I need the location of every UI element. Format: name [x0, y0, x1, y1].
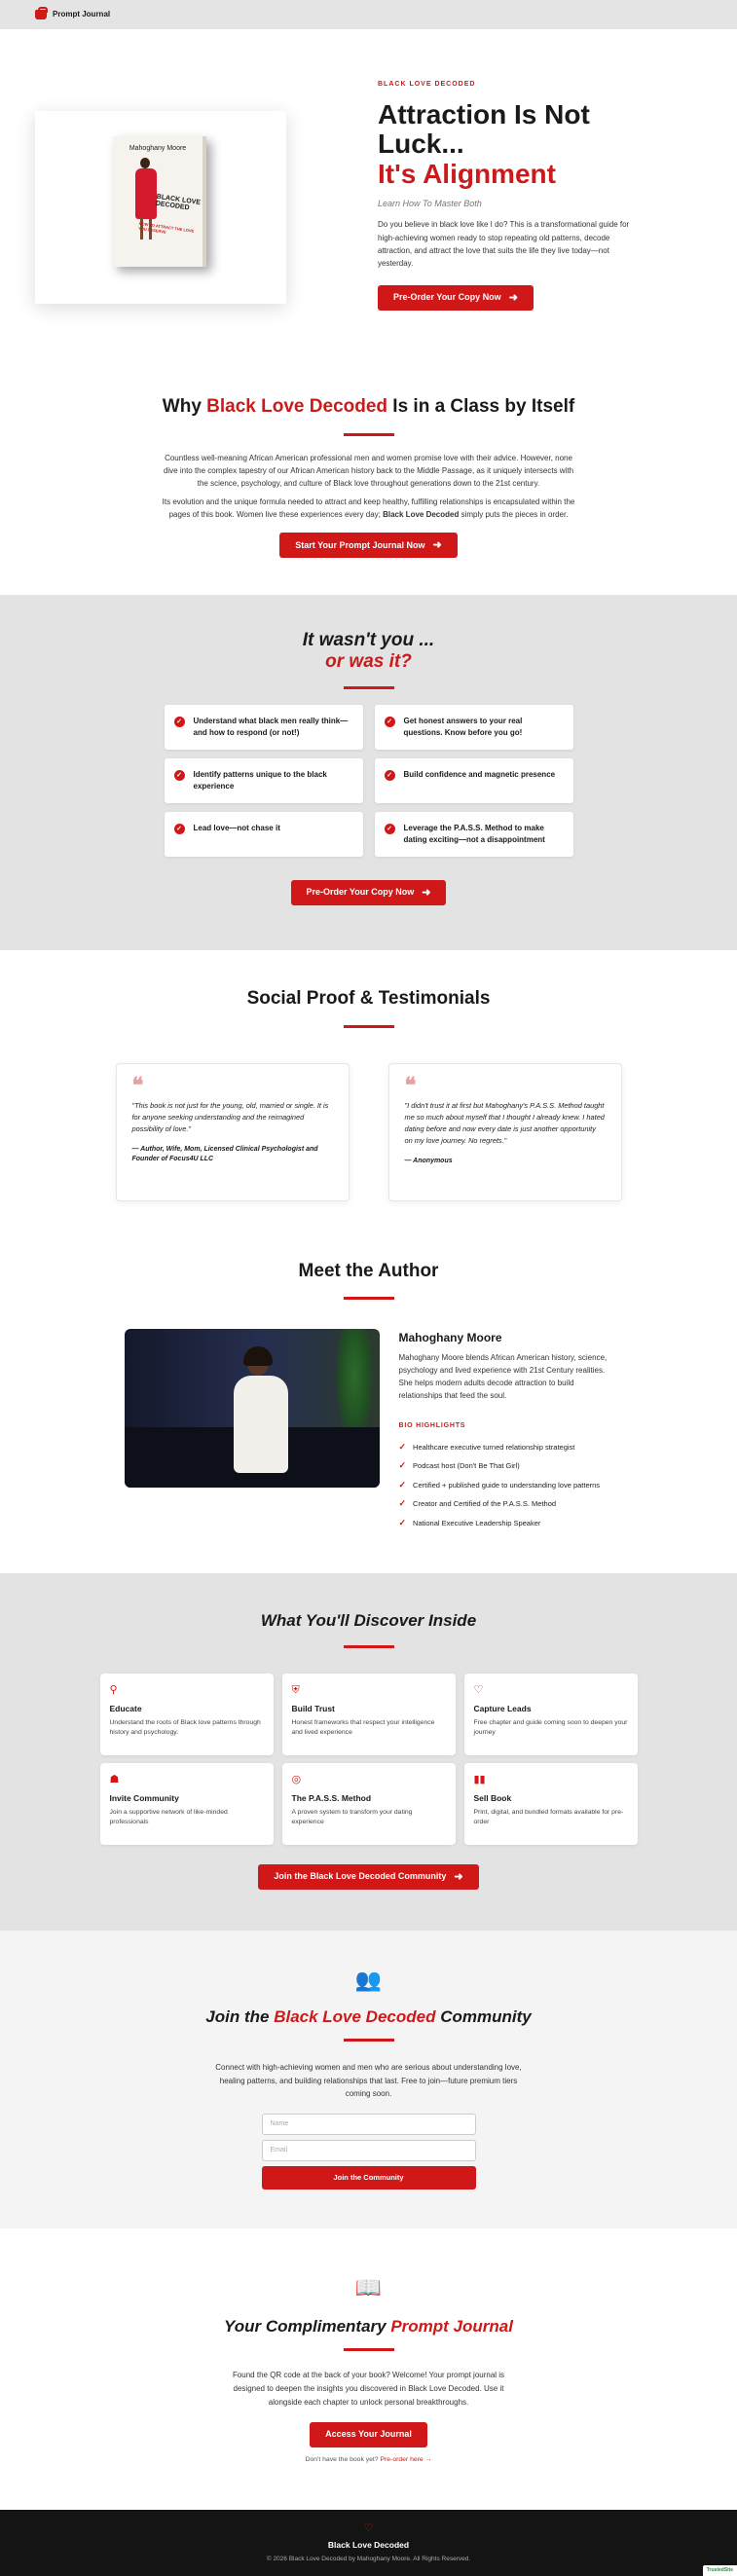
author-title: Meet the Author	[298, 1260, 439, 1281]
testimonial-card	[116, 1063, 350, 1201]
hero-subtitle: Learn How To Master Both	[378, 198, 482, 208]
hero-section	[0, 29, 737, 339]
bag-logo-icon[interactable]	[35, 10, 47, 19]
list-item: ✓ Podcast host (Don't Be That Girl)	[399, 1456, 613, 1476]
book-cover	[113, 136, 206, 267]
title-divider	[344, 686, 394, 689]
heart-icon: ♡	[473, 1683, 484, 1696]
quote-icon: ❝	[131, 1072, 144, 1098]
quote-icon: ❝	[404, 1072, 417, 1098]
preorder-button-2[interactable]	[291, 880, 447, 905]
check-icon: ✓	[398, 1498, 407, 1509]
join-title: Join the Black Love Decoded Community	[205, 2006, 532, 2026]
feature-card: ▮▮ Sell Book Print, digital, and bundled formats available for pre-order	[464, 1763, 638, 1845]
book-author: Mahoghany Moore	[129, 145, 187, 152]
check-icon: ✓	[398, 1479, 407, 1490]
open-book-icon: 📖	[354, 2274, 383, 2300]
feature-card: ♡ Capture Leads Free chapter and guide coming soon to deepen your journey	[464, 1674, 638, 1755]
title-divider	[344, 1297, 394, 1300]
benefit-card: ✓ Identify patterns unique to the black experience	[165, 758, 363, 803]
bio-highlights-list	[399, 1438, 613, 1533]
book-mockup	[35, 111, 286, 304]
book-subtitle: HOW TO ATTRACT THE LOVE YOU DESERVE	[137, 220, 195, 235]
top-bar	[0, 0, 737, 29]
brand-name[interactable]: Prompt Journal	[53, 10, 111, 18]
target-icon: ◎	[291, 1773, 302, 1785]
testimonials-section	[0, 950, 737, 1248]
arrow-right-icon: ➜	[422, 886, 431, 899]
journal-section	[0, 2228, 737, 2510]
list-item: ✓ Healthcare executive turned relationship strategist	[399, 1438, 613, 1457]
check-circle-icon: ✓	[385, 717, 395, 727]
check-circle-icon: ✓	[385, 770, 395, 781]
benefit-card: ✓ Build confidence and magnetic presence	[375, 758, 573, 803]
list-item: ✓ Certified + published guide to understanding love patterns	[399, 1476, 613, 1495]
testimonial-quote: "This book is not just for the young, old, married or single. It is for anyone seeking understanding and the reimagined possibility of love."	[131, 1101, 329, 1133]
check-icon: ✓	[398, 1517, 407, 1527]
book-icon: ▮▮	[473, 1773, 486, 1785]
preorder-link[interactable]: Pre-order here →	[380, 2456, 432, 2464]
start-journal-button[interactable]	[279, 533, 457, 558]
testimonial-author: — Author, Wife, Mom, Licensed Clinical Psychologist and Founder of Focus4U LLC	[131, 1145, 318, 1163]
benefit-card: ✓ Get honest answers to your real questions. Know before you go!	[375, 705, 573, 750]
shield-icon: ⛨	[291, 1683, 300, 1696]
feature-card: ◎ The P.A.S.S. Method A proven system to transform your dating experience	[282, 1763, 456, 1845]
author-photo	[125, 1329, 380, 1488]
lightbulb-icon: ⚲	[109, 1683, 118, 1696]
hero-description: Do you believe in black love like I do? This is a transformational guide for high-achieving women ready to stop repeating old patterns, decode attraction, and attract the love that suits the life they live today—not yesterday.	[378, 220, 630, 268]
list-item: ✓ National Executive Leadership Speaker	[399, 1514, 613, 1533]
arrow-right-icon: ➜	[432, 539, 442, 552]
email-field[interactable]: Email	[262, 2140, 476, 2161]
benefit-card: ✓ Lead love—not chase it	[165, 812, 363, 857]
users-icon: ☗	[109, 1773, 120, 1785]
wasnt-you-title: It wasn't you ... or was it?	[302, 630, 435, 673]
author-section	[0, 1248, 737, 1574]
title-divider	[344, 1645, 394, 1648]
feature-card: ⛨ Build Trust Honest frameworks that respect your intelligence and lived experience	[282, 1674, 456, 1755]
benefits-grid	[0, 705, 737, 857]
preorder-button-label: Pre-Order Your Copy Now	[393, 292, 501, 303]
title-divider	[344, 2348, 394, 2351]
check-icon: ✓	[398, 1441, 407, 1452]
feature-card: ☗ Invite Community Join a supportive network of like-minded professionals	[100, 1763, 274, 1845]
testimonial-quote: "I didn't trust it at first but Mahoghany's P.A.S.S. Method taught me so much about myself that I thought I already knew. I hated dating before and now every date is just another opportunity on my love journey. No regrets."	[404, 1101, 605, 1145]
preorder-button-label: Pre-Order Your Copy Now	[306, 887, 415, 898]
why-paragraph-1: Countless well-meaning African American professional men and women promise love with their advice. However, none dive into the complex tapestry of our African American history back to the Middle Passage, as it uniquely intersects with the science, psychology, and culture of Black love throughout generations down to the 21st century.	[163, 453, 574, 488]
name-field[interactable]: Name	[262, 2114, 476, 2135]
testimonial-list	[0, 1063, 737, 1201]
author-name: Mahoghany Moore	[398, 1331, 502, 1345]
hero-text	[378, 80, 641, 339]
book-title: BLACK LOVE DECODED	[155, 193, 202, 212]
discover-section	[0, 1573, 737, 1931]
why-title: Why Black Love Decoded Is in a Class by Itself	[162, 396, 575, 417]
benefit-card: ✓ Leverage the P.A.S.S. Method to make dating exciting—not a disappointment	[375, 812, 573, 857]
title-divider	[344, 2039, 394, 2042]
check-circle-icon: ✓	[385, 824, 395, 834]
users-icon: 👥	[354, 1967, 383, 1992]
why-paragraph-2: Its evolution and the unique formula needed to attract and keep healthy, fulfilling relationships is encapsulated within the pages of this book. Women live these experiences every day; Black Love Decoded simply puts the pieces in order.	[162, 497, 575, 520]
journal-title: Your Complimentary Prompt Journal	[224, 2316, 513, 2336]
join-community-button[interactable]	[258, 1864, 478, 1890]
arrow-right-icon: ➜	[508, 291, 518, 304]
heart-icon: ♡	[363, 2522, 374, 2535]
check-icon: ✓	[398, 1460, 407, 1471]
arrow-right-icon: ➜	[454, 1870, 463, 1883]
testimonial-author: — Anonymous	[404, 1157, 453, 1164]
features-grid	[0, 1674, 737, 1845]
journal-description: Found the QR code at the back of your book? Welcome! Your prompt journal is designed to deepen the insights you discovered in Black Love Decoded. Use it alongside each chapter to unlock personal breakthroughs.	[232, 2371, 505, 2407]
hero-eyebrow: BLACK LOVE DECODED	[378, 81, 476, 88]
hero-title: Attraction Is Not Luck...	[378, 98, 590, 160]
title-divider	[344, 433, 394, 436]
author-bio: Mahoghany Moore blends African American history, science, psychology and lived experience with 21st Century realities. She helps modern adults decode attraction to build relationships that feed the soul.	[398, 1353, 608, 1400]
author-row	[0, 1329, 737, 1532]
author-info	[399, 1329, 613, 1532]
preorder-button[interactable]	[378, 285, 534, 311]
join-description: Connect with high-achieving women and men who are serious about understanding love, healing patterns, and building relationships that last. Free to join—future premium tiers coming soon.	[215, 2063, 522, 2098]
feature-card: ⚲ Educate Understand the roots of Black love patterns through history and psychology.	[100, 1674, 274, 1755]
bio-highlights-label: BIO HIGHLIGHTS	[398, 1422, 466, 1430]
check-circle-icon: ✓	[174, 824, 185, 834]
start-journal-label: Start Your Prompt Journal Now	[295, 539, 425, 550]
title-divider	[344, 1025, 394, 1028]
testimonial-card	[388, 1063, 622, 1201]
list-item: ✓ Creator and Certified of the P.A.S.S. Method	[399, 1494, 613, 1514]
check-circle-icon: ✓	[174, 770, 185, 781]
join-community-label: Join the Black Love Decoded Community	[274, 1871, 447, 1882]
trusted-site-badge[interactable]: TrustedSite	[703, 2565, 737, 2576]
benefit-card: ✓ Understand what black men really think—and how to respond (or not!)	[165, 705, 363, 750]
access-journal-button[interactable]: Access Your Journal	[310, 2422, 427, 2447]
why-section	[0, 339, 737, 595]
join-section	[0, 1931, 737, 2228]
check-circle-icon: ✓	[174, 717, 185, 727]
footer	[0, 2510, 737, 2576]
footer-copyright: © 2026 Black Love Decoded by Mahoghany Moore. All Rights Reserved.	[266, 2556, 471, 2563]
no-book-note: Don't have the book yet? Pre-order here →	[305, 2456, 432, 2464]
footer-brand: Black Love Decoded	[327, 2540, 410, 2551]
wasnt-you-section	[0, 595, 737, 950]
hero-title-accent: It's Alignment	[378, 159, 556, 190]
discover-title: What You'll Discover Inside	[260, 1611, 477, 1631]
testimonials-title: Social Proof & Testimonials	[246, 988, 491, 1010]
join-community-submit-button[interactable]: Join the Community	[262, 2166, 476, 2190]
